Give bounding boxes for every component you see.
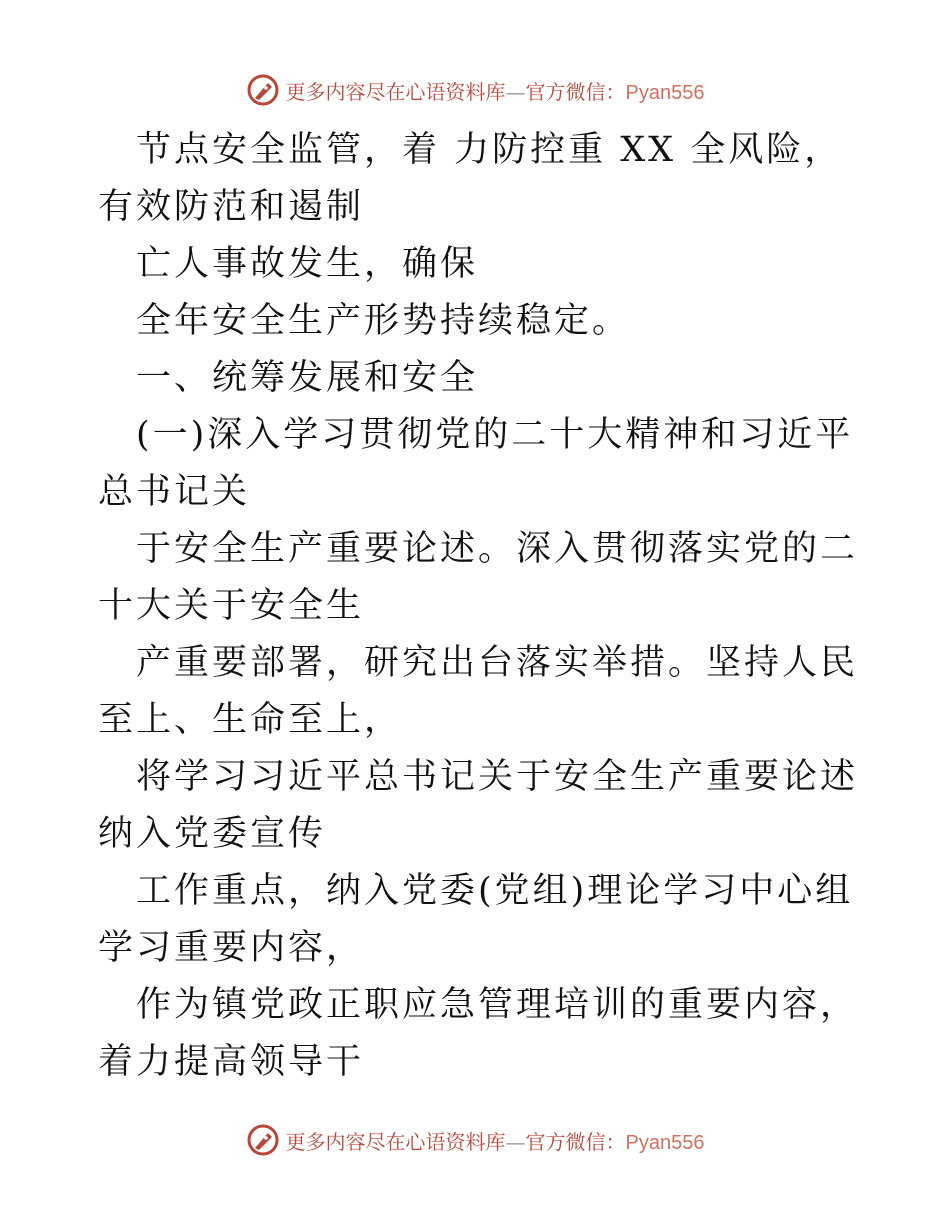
paragraph: 亡人事故发生，确保 bbox=[136, 244, 479, 284]
paragraph: 全年安全生产形势持续稳定。 bbox=[136, 301, 631, 341]
watermark-id: Pyan556 bbox=[625, 1131, 705, 1154]
watermark-label: 官方微信： bbox=[525, 1129, 626, 1154]
section-heading: 一、统筹发展和安全 bbox=[136, 358, 479, 398]
watermark-separator: — bbox=[505, 79, 526, 104]
footer-watermark bbox=[0, 1120, 950, 1160]
watermark-separator: — bbox=[505, 1129, 526, 1154]
watermark-text bbox=[286, 1126, 705, 1155]
paragraph: 将学习习近平总书记关于安全生产重要论述纳入党委宣传 bbox=[98, 757, 859, 854]
paragraph: 作为镇党政正职应急管理培训的重要内容，着力提高领导干 bbox=[98, 985, 859, 1082]
watermark-label: 官方微信： bbox=[525, 79, 626, 104]
document-body bbox=[98, 122, 858, 1091]
paragraph: 产重要部署，研究出台落实举措。坚持人民至上、生命至上， bbox=[98, 643, 859, 740]
watermark-site: 更多内容尽在心语资料库 bbox=[285, 79, 506, 104]
watermark-text bbox=[286, 76, 705, 105]
watermark-group bbox=[246, 73, 705, 107]
pen-nib-logo-icon bbox=[246, 1123, 280, 1157]
header-watermark bbox=[0, 70, 950, 110]
watermark-group bbox=[246, 1123, 705, 1157]
pen-nib-logo-icon bbox=[246, 73, 280, 107]
paragraph: 节点安全监管，着 力防控重 XX 全风险，有效防范和遏制 bbox=[98, 130, 843, 227]
paragraph: 工作重点，纳入党委(党组)理论学习中心组学习重要内容， bbox=[98, 871, 854, 968]
watermark-id: Pyan556 bbox=[625, 81, 705, 104]
paragraph: (一)深入学习贯彻党的二十大精神和习近平总书记关 bbox=[98, 415, 854, 512]
watermark-site: 更多内容尽在心语资料库 bbox=[285, 1129, 506, 1154]
paragraph: 于安全生产重要论述。深入贯彻落实党的二十大关于安全生 bbox=[98, 529, 859, 626]
